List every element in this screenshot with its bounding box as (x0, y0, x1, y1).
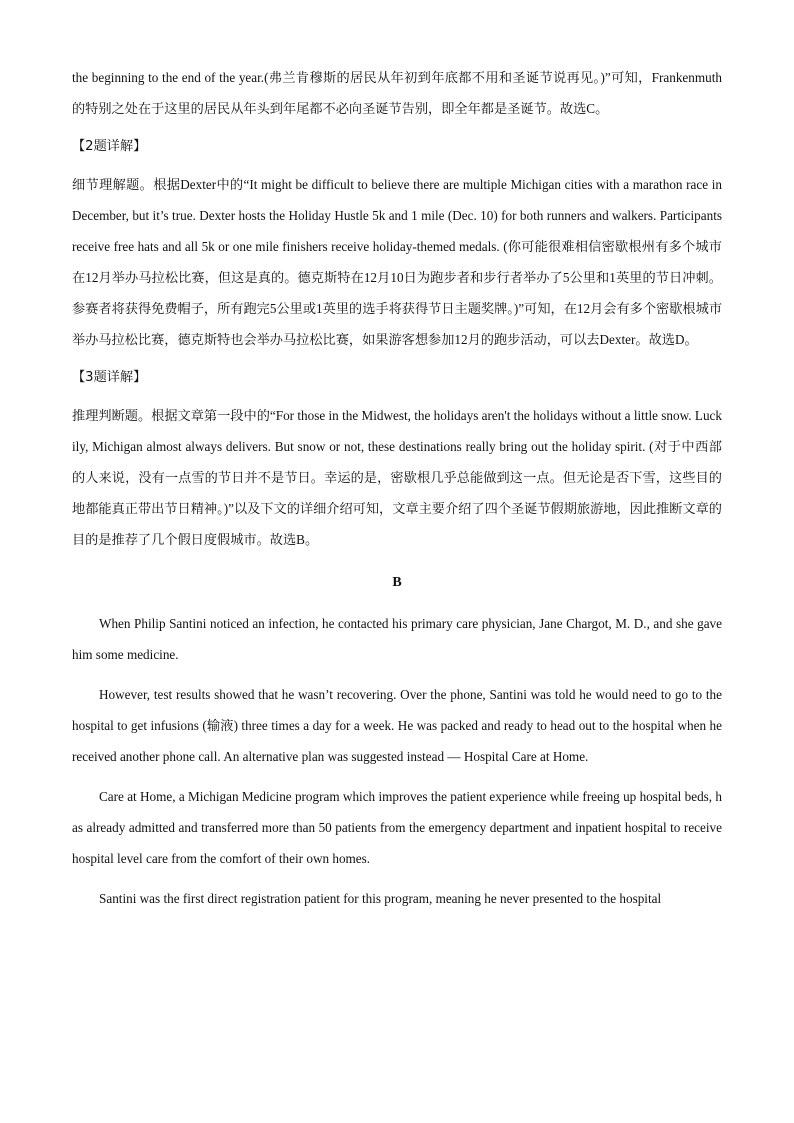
heading-q2-explanation: 【2题详解】 (72, 139, 147, 154)
passage-paragraph-3: Care at Home, a Michigan Medicine program which improves the patient experience while freeing up hospital beds, has already admitted and transferred more than 50 patients from the emergency department and inpatient hospital to receive hospital level care from the comfort of their own homes. (72, 789, 722, 866)
document-page (72, 62, 722, 914)
paragraph-gap (72, 670, 722, 679)
paragraph-gap (72, 772, 722, 781)
paragraph-q3-explanation: 推理判断题。根据文章第一段中的“For those in the Midwest, the holidays aren't the holidays without a little snow. Luckily, Michigan almost always delivers. But snow or not, these destinations really bring out the holiday spirit. (对于中西部的人来说，没有一点雪的节日并不是节日。幸运的是，密歇根几乎总能做到这一点。但无论是否下雪，这些目的地都能真正带出节日精神。)”以及下文的详细介绍可知，文章主要介绍了四个圣诞节假期旅游地，因此推断文章的目的是推荐了几个假日度假城市。故选B。 (72, 408, 722, 547)
passage-paragraph-4: Santini was the first direct registration patient for this program, meaning he never presented to the hospital (99, 891, 662, 906)
paragraph-q2-explanation: 细节理解题。根据Dexter中的“It might be difficult to believe there are multiple Michigan cities with a marathon race in December, but it’s true. Dexter hosts the Holiday Hustle 5k and 1 mile (Dec. 10) for both runners and walkers. Participants receive free hats and all 5k or one mile finishers receive holiday-themed medals. (你可能很难相信密歇根州有多个城市在12月举办马拉松比赛，但这是真的。德克斯特在12月10日为跑步者和步行者举办了5公里和1英里的节日冲刺。参赛者将获得免费帽子，所有跑完5公里或1英里的选手将获得节日主题奖牌。)”可知，在12月会有多个密歇根城市举办马拉松比赛，德克斯特也会举办马拉松比赛，如果游客想参加12月的跑步活动，可以去Dexter。故选D。 (72, 177, 722, 347)
passage-paragraph-1: When Philip Santini noticed an infection, he contacted his primary care physician, Jane Chargot, M. D., and she gave him some medicine. (72, 616, 722, 662)
heading-q3-explanation: 【3题详解】 (72, 370, 147, 385)
passage-paragraph-2: However, test results showed that he wasn’t recovering. Over the phone, Santini was told he would need to go to the hospital to get infusions (输液) three times a day for a week. He was packed and ready to head out to the hospital when he received another phone call. An alternative plan was suggested instead — Hospital Care at Home. (72, 687, 722, 764)
section-title-b: B (392, 575, 402, 590)
paragraph-q1-conclusion: the beginning to the end of the year.(弗兰肯穆斯的居民从年初到年底都不用和圣诞节说再见。)”可知，Frankenmuth的特别之处在于这里的居民从年头到年尾都不必向圣诞节告别，即全年都是圣诞节。故选C。 (72, 70, 722, 116)
paragraph-gap (72, 874, 722, 883)
